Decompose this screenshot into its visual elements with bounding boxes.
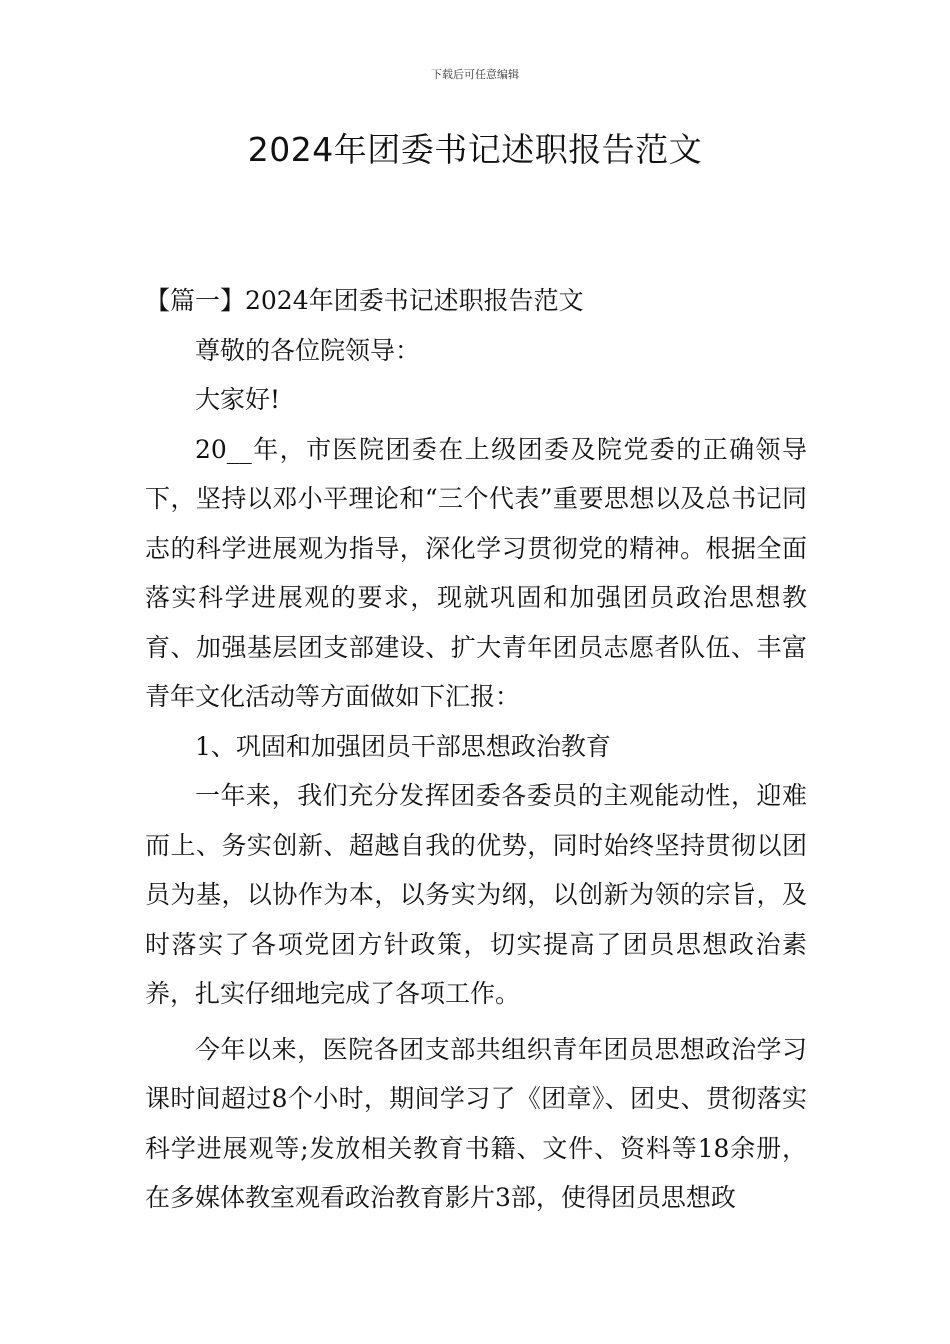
document-body [145,276,807,1223]
body-paragraph: 一年来，我们充分发挥团委各委员的主观能动性，迎难而上、务实创新、超越自我的优势，同时始终坚持贯彻以团员为基，以协作为本，以务实为纲，以创新为领的宗旨，及时落实了各项党团方针政策，切实提高了团员思想政治素养，扎实仔细地完成了各项工作。 [145,781,807,1008]
body-paragraph: 今年以来，医院各团支部共组织青年团员思想政治学习课时间超过8个小时，期间学习了《团章》、团史、贯彻落实科学进展观等;发放相关教育书籍、文件、资料等18余册，在多媒体教室观看政治教育影片3部，使得团员思想政 [145,1034,807,1212]
salutation: 尊敬的各位院领导： [195,335,421,365]
document-title: 2024年团委书记述职报告范文 [247,130,703,169]
section-heading: 【篇一】2024年团委书记述职报告范文 [145,286,584,315]
header-note: 下载后可任意编辑 [431,68,519,81]
subsection-heading: 1、巩固和加强团员干部思想政治教育 [195,731,611,761]
greeting: 大家好! [195,385,281,414]
body-paragraph: 20__年，市医院团委在上级团委及院党委的正确领导下，坚持以邓小平理论和“三个代表”重要思想以及总书记同志的科学进展观为指导，深化学习贯彻党的精神。根据全面落实科学进展观的要求，现就巩固和加强团员政治思想教育、加强基层团支部建设、扩大青年团员志愿者队伍、丰富青年文化活动等方面做如下汇报： [145,434,807,711]
